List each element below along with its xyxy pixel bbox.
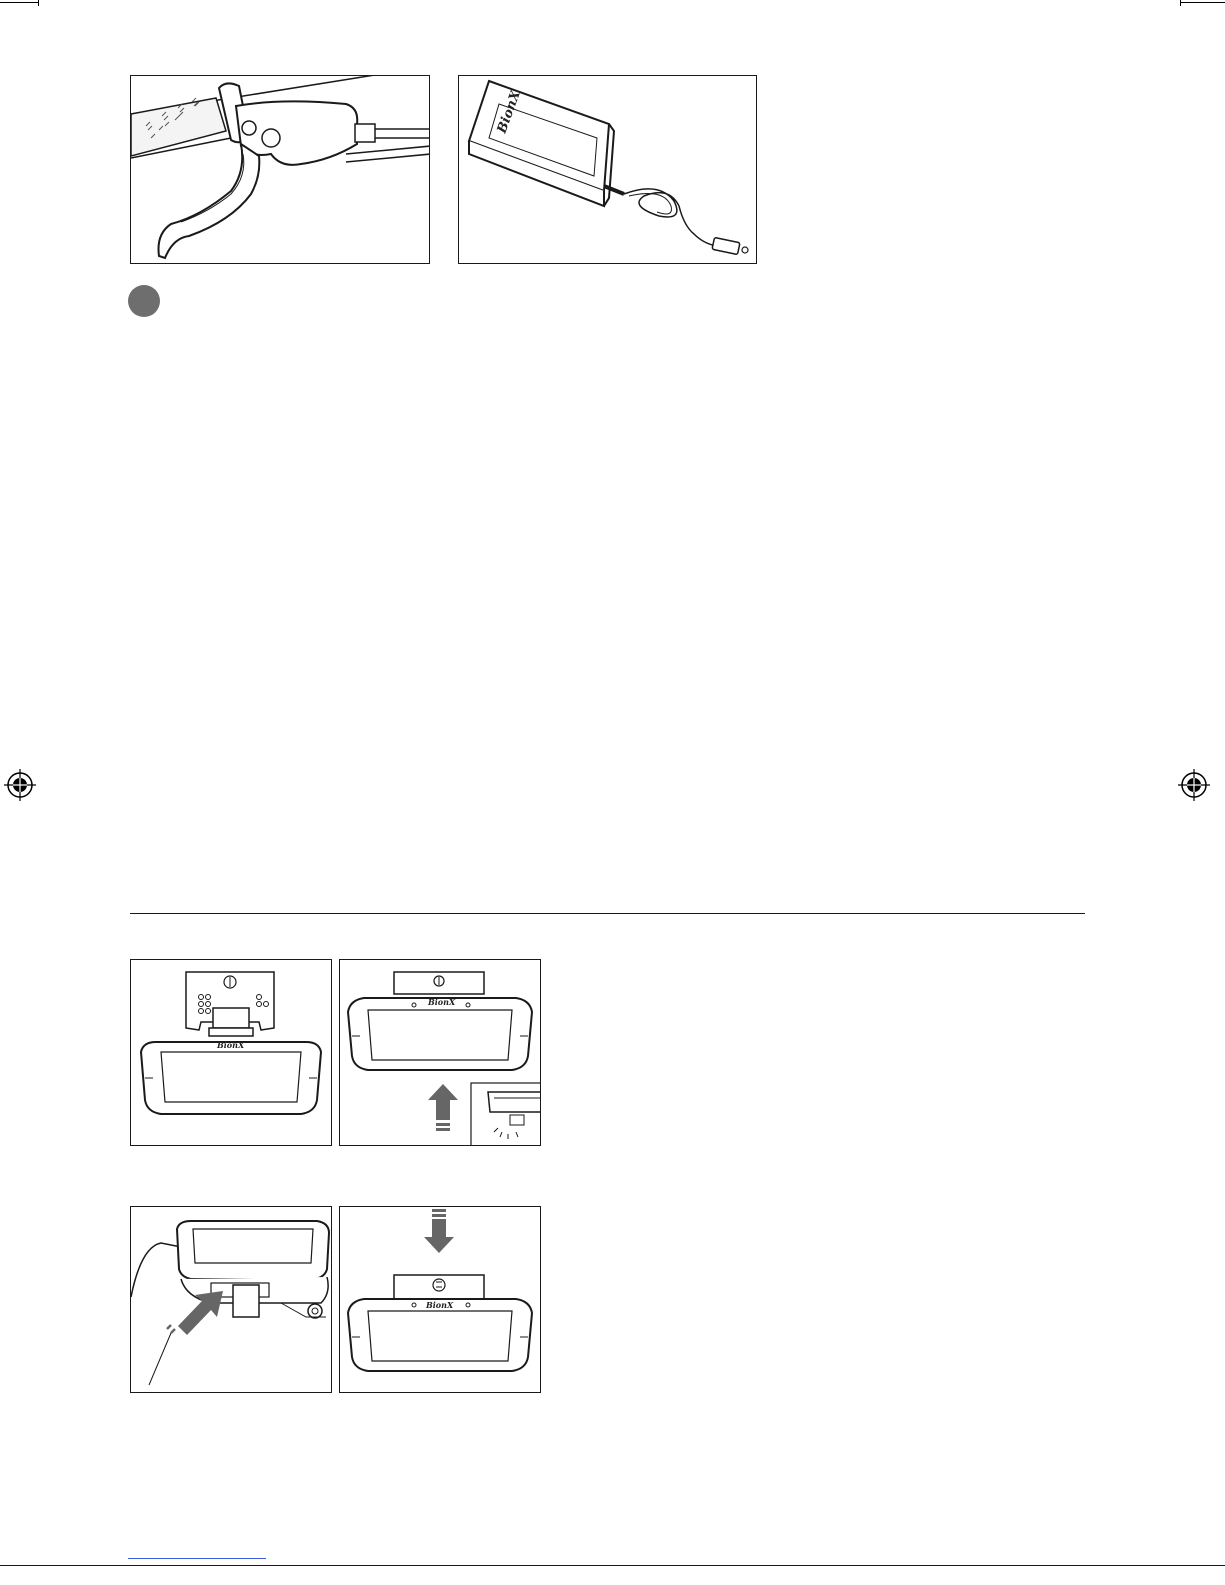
crop-mark-top-left-v	[38, 0, 39, 6]
charger-logo: BionX	[494, 88, 524, 136]
registration-mark-left-icon	[4, 769, 36, 801]
console-attach-up-figure	[339, 959, 541, 1146]
crop-mark-top-left-h	[0, 2, 38, 3]
charger-drawing	[459, 76, 757, 264]
console-release-figure	[130, 1206, 332, 1393]
charger-figure	[458, 75, 757, 264]
console-logo-d: BionX	[426, 1300, 454, 1310]
console-release-drawing	[131, 1207, 332, 1393]
registration-mark-right-icon	[1178, 769, 1210, 801]
section-divider	[130, 913, 1085, 914]
brake-lever-figure	[130, 75, 430, 264]
console-attach-down-figure	[339, 1206, 541, 1393]
console-attach-up-drawing	[340, 960, 541, 1146]
brake-lever-drawing	[131, 76, 430, 264]
console-detached-drawing	[131, 960, 332, 1146]
crop-mark-top-right-h	[1180, 2, 1225, 3]
crop-mark-top-right-v	[1180, 0, 1181, 6]
step-bullet	[128, 285, 160, 317]
console-logo-b: BionX	[428, 997, 456, 1007]
console-attach-down-drawing	[340, 1207, 541, 1393]
console-detached-figure	[130, 959, 332, 1146]
footer-link-rule	[128, 1558, 266, 1559]
console-logo-a: BionX	[217, 1040, 245, 1050]
footer-rule	[0, 1565, 1225, 1566]
